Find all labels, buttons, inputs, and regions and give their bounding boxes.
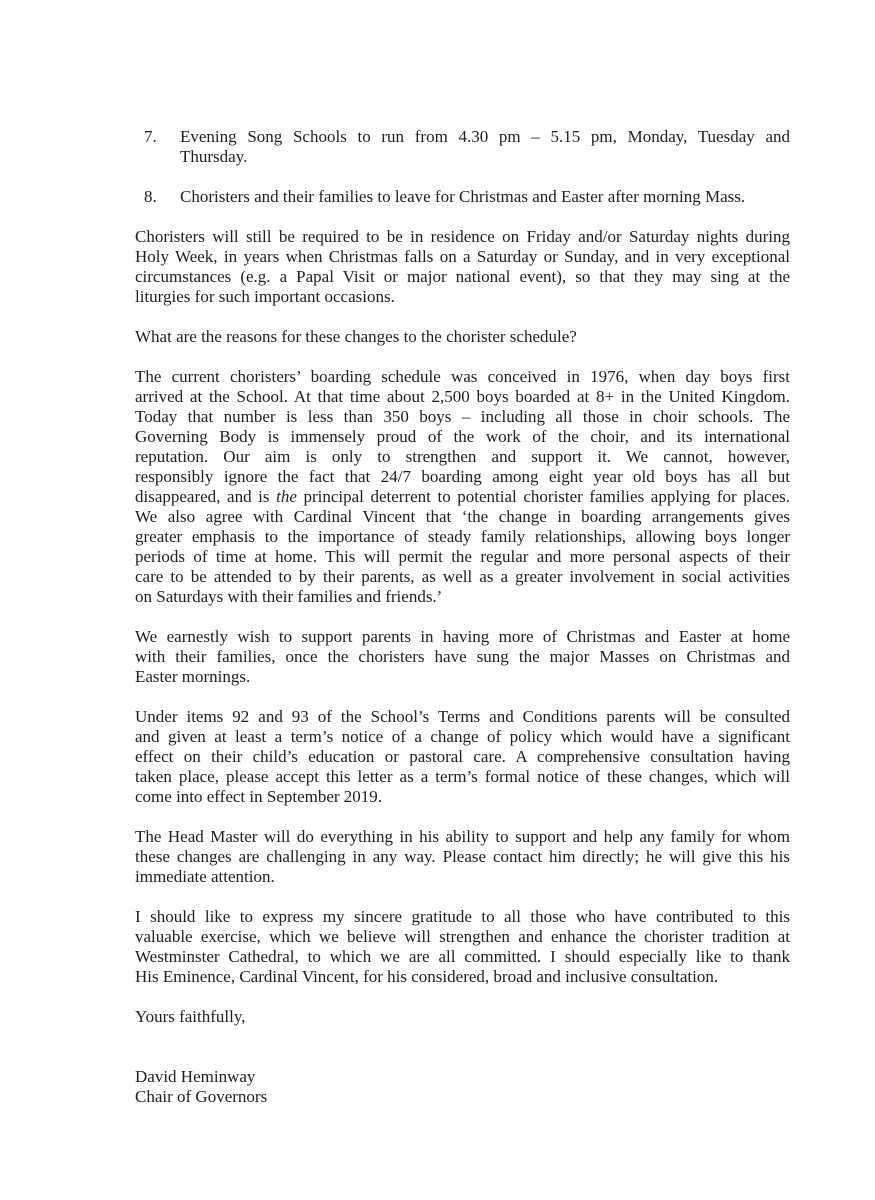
text-line: come into effect in September 2019.: [135, 787, 383, 806]
text-line: Thursday.: [180, 147, 248, 166]
list-item: [135, 187, 790, 207]
text-line: Holy Week, in years when Christmas falls on a Saturday or Sunday, and in very exceptional: [135, 247, 790, 266]
signature-block: [135, 1067, 790, 1107]
letter-page: [135, 127, 790, 1107]
signatory-title: Chair of Governors: [135, 1087, 268, 1106]
list-number: 7.: [144, 127, 157, 146]
paragraph: [135, 907, 790, 987]
text-line: Evening Song Schools to run from 4.30 pm – 5.15 pm, Monday, Tuesday and: [180, 127, 790, 146]
text-segment: principal deterrent to potential chorister families applying for places.: [296, 487, 790, 506]
text-line: taken place, please accept this letter as a term’s formal notice of these changes, which will: [135, 767, 790, 786]
letter-body: [135, 227, 790, 987]
list-number: 8.: [144, 187, 157, 206]
text-line: effect on their child’s education or pastoral care. A comprehensive consultation having: [135, 747, 790, 766]
text-line: periods of time at home. This will permit the regular and more personal aspects of their: [135, 547, 790, 566]
paragraph: [135, 367, 790, 607]
text-segment: disappeared, and is: [135, 487, 277, 506]
text-line: The Head Master will do everything in his ability to support and help any family for whom: [135, 827, 790, 846]
numbered-list: [135, 127, 790, 207]
text-line: liturgies for such important occasions.: [135, 287, 395, 306]
text-line: Choristers and their families to leave for Christmas and Easter after morning Mass.: [180, 187, 746, 206]
text-line: and given at least a term’s notice of a change of policy which would have a significant: [135, 727, 790, 746]
text-line: What are the reasons for these changes to the chorister schedule?: [135, 327, 577, 346]
paragraph: [135, 707, 790, 807]
paragraph: [135, 227, 790, 307]
text-line: Governing Body is immensely proud of the work of the choir, and its international: [135, 427, 790, 446]
text-line: these changes are challenging in any way. Please contact him directly; he will give this his: [135, 847, 790, 866]
text-line: greater emphasis to the importance of steady family relationships, allowing boys longer: [135, 527, 790, 546]
text-line: arrived at the School. At that time about 2,500 boys boarded at 8+ in the United Kingdom.: [135, 387, 790, 406]
emphasis-text: the: [276, 487, 297, 506]
text-line: responsibly ignore the fact that 24/7 boarding among eight year old boys has all but: [135, 467, 790, 486]
text-line: Westminster Cathedral, to which we are all committed. I should especially like to thank: [135, 947, 790, 966]
paragraph: [135, 627, 790, 687]
signatory-name: David Heminway: [135, 1067, 256, 1086]
text-line: His Eminence, Cardinal Vincent, for his considered, broad and inclusive consultation.: [135, 967, 719, 986]
text-line: Choristers will still be required to be in residence on Friday and/or Saturday nights during: [135, 227, 790, 246]
text-line: on Saturdays with their families and friends.’: [135, 587, 443, 606]
list-item: [135, 127, 790, 167]
text-line: valuable exercise, which we believe will strengthen and enhance the chorister tradition at: [135, 927, 790, 946]
paragraph: [135, 827, 790, 887]
text-line: Easter mornings.: [135, 667, 251, 686]
closing: Yours faithfully,: [135, 1007, 246, 1026]
text-line: We also agree with Cardinal Vincent that ‘the change in boarding arrangements gives: [135, 507, 790, 526]
text-line: care to be attended to by their parents, as well as a greater involvement in social activities: [135, 567, 790, 586]
text-line: with their families, once the choristers have sung the major Masses on Christmas and: [135, 647, 790, 666]
text-line: The current choristers’ boarding schedule was conceived in 1976, when day boys first: [135, 367, 790, 386]
text-line: circumstances (e.g. a Papal Visit or major national event), so that they may sing at the: [135, 267, 790, 286]
paragraph: [135, 327, 790, 347]
text-line: [135, 487, 790, 507]
text-line: immediate attention.: [135, 867, 275, 886]
text-line: reputation. Our aim is only to strengthen and support it. We cannot, however,: [135, 447, 790, 466]
text-line: Under items 92 and 93 of the School’s Terms and Conditions parents will be consulted: [135, 707, 790, 726]
text-line: We earnestly wish to support parents in having more of Christmas and Easter at home: [135, 627, 790, 646]
text-line: Today that number is less than 350 boys – including all those in choir schools. The: [135, 407, 790, 426]
text-line: I should like to express my sincere gratitude to all those who have contributed to this: [135, 907, 790, 926]
